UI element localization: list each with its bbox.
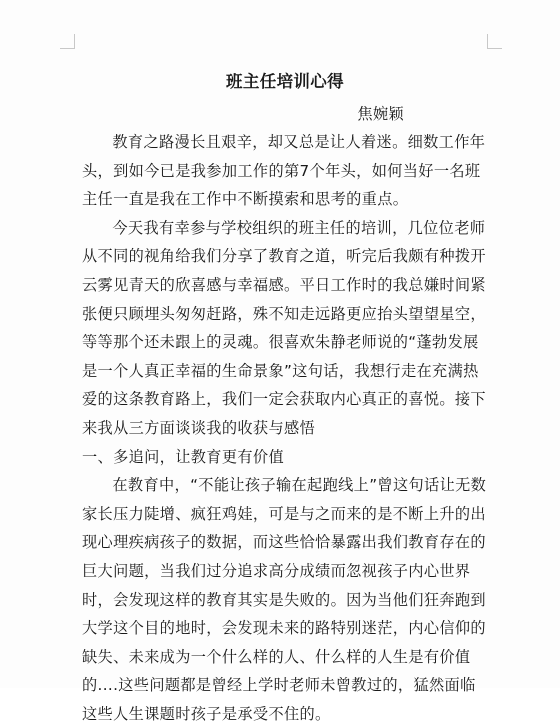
paragraph-intro: 教育之路漫长且艰辛，却又总是让人着迷。细数工作年头，到如今已是我参加工作的第7个年头，如何当好一名班主任一直是我在工作中不断摸索和思考的重点。 <box>82 133 486 209</box>
document-body <box>82 68 488 728</box>
document-title: 班主任培训心得 <box>226 72 344 91</box>
margin-corner-mark-left <box>60 34 75 49</box>
paragraph-education: 在教育中，“不能让孩子输在起跑线上”曾这句话让无数家长压力陡增、疯狂鸡娃，可是与之而来的是不断上升的出现心理疾病孩子的数据，而这些恰恰暴露出我们教育存在的巨大问题，当我们过分追求高分成绩而忽视孩子内心世界时，会发现这样的教育其实是失败的。因为当他们狂奔跑到大学这个目的地时，会发现未来的路特别迷茫，内心信仰的缺失、未来成为一个什么样的人、什么样的人生是有价值的....这些问题都是曾经上学时老师未曾教过的，猛然面临这些人生课题时孩子是承受不住的。 <box>82 476 487 723</box>
paragraph-training: 今天我有幸参与学校组织的班主任的培训，几位位老师从不同的视角给我们分享了教育之道，听完后我颇有种拨开云雾见青天的欣喜感与幸福感。平日工作时的我总嫌时间紧张便只顾埋头匆匆赶路，殊不知走远路更应抬头望望星空，等等那个还未跟上的灵魂。很喜欢朱静老师说的“蓬勃发展是一个人真正幸福的生命景象”这句话，我想行走在充满热爱的这条教育路上，我们一定会获取内心真正的喜悦。接下来我从三方面谈谈我的收获与感悟 <box>82 218 486 437</box>
margin-corner-mark-right <box>487 34 502 49</box>
section-heading: 一、多追问，让教育更有价值 <box>82 447 284 466</box>
document-author: 焦婉颖 <box>357 105 404 123</box>
